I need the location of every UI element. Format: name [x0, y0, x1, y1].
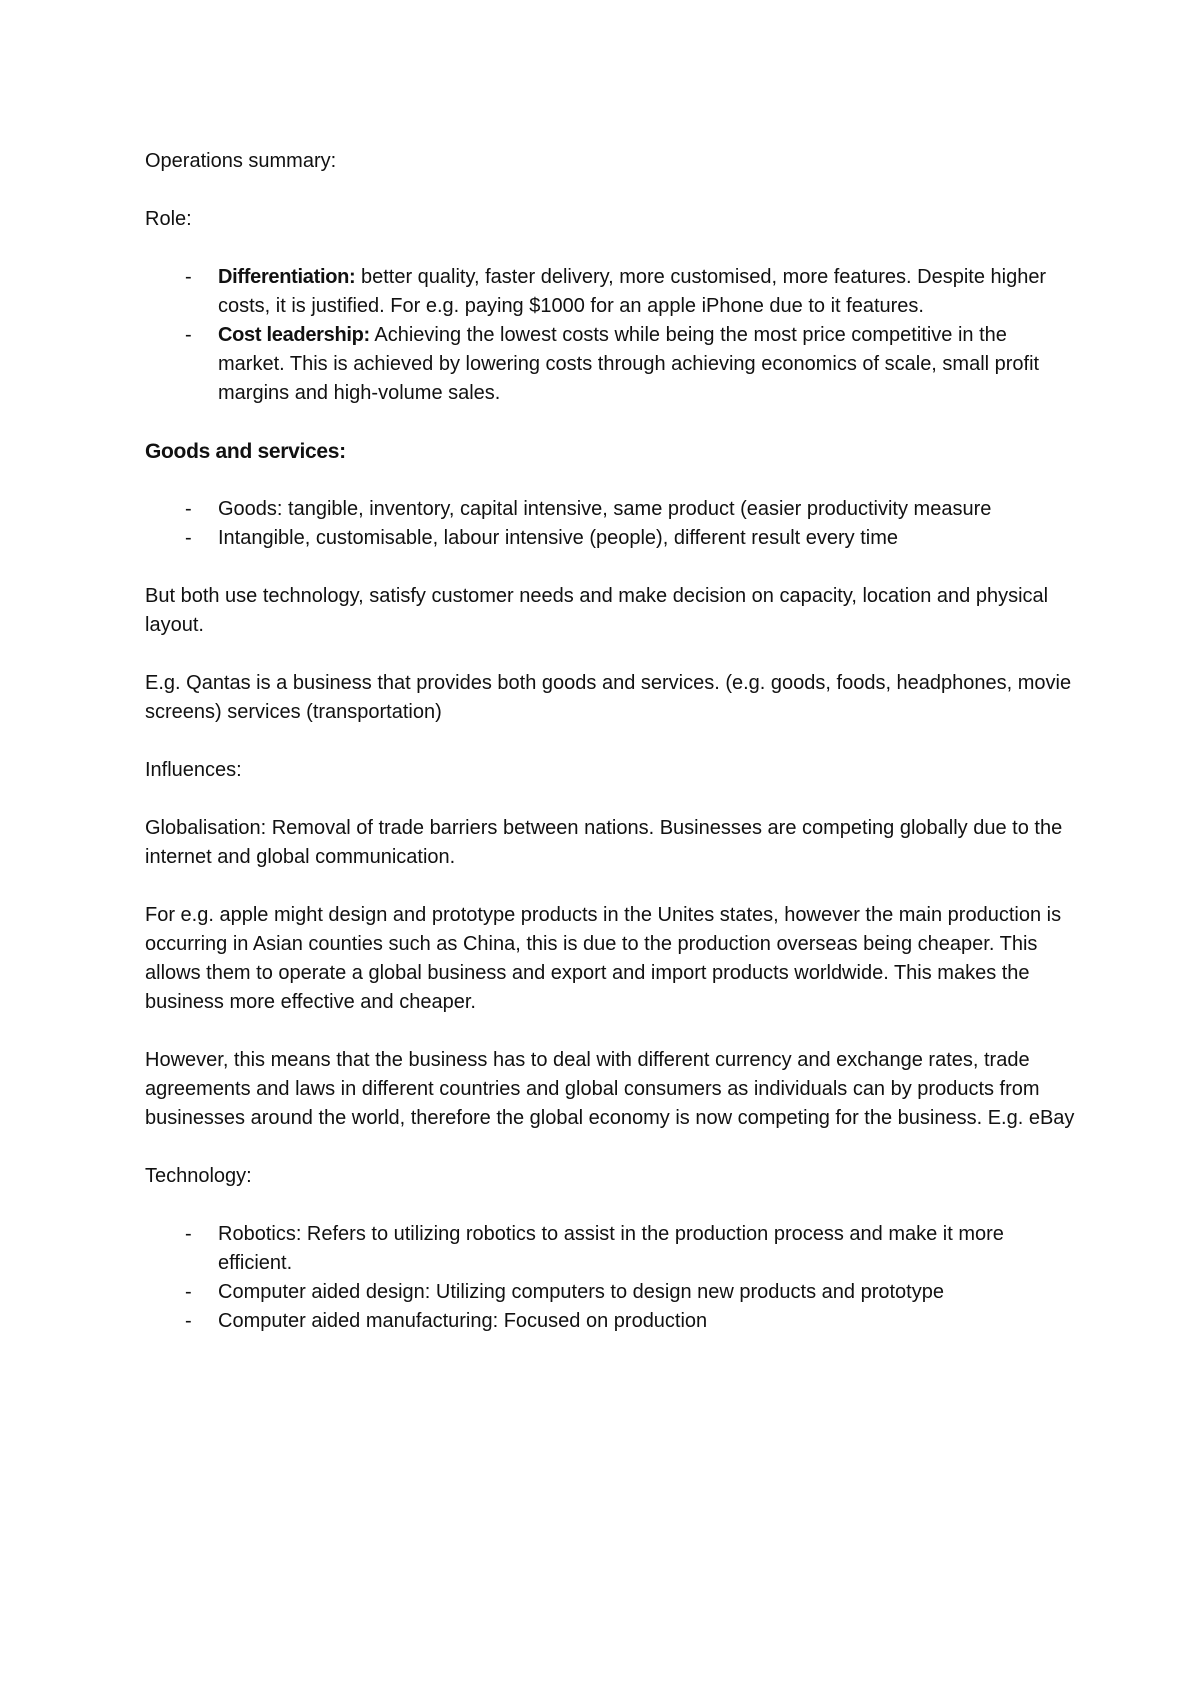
document-page [145, 147, 1075, 1336]
dash-bullet: - [185, 324, 192, 346]
list-item [145, 524, 1075, 553]
goods-services-paragraph: But both use technology, satisfy customer needs and make decision on capacity, location and physical layout. [145, 585, 1049, 636]
goods-services-list [145, 495, 1075, 553]
list-item-text: Goods: tangible, inventory, capital intensive, same product (easier productivity measure [218, 498, 992, 520]
list-item-text: Computer aided design: Utilizing computers to design new products and prototype [218, 1281, 944, 1303]
technology-list [145, 1220, 1075, 1336]
dash-bullet: - [185, 498, 192, 520]
term-cost-leadership: Cost leadership: [218, 324, 370, 346]
dash-bullet: - [185, 1310, 192, 1332]
list-item [145, 263, 1075, 321]
term-description: Achieving the lowest costs while being the most price competitive in the market. This is achieved by lowering costs through achieving economics of scale, small profit margins and high-volume sales. [218, 324, 1040, 404]
list-item [145, 321, 1075, 408]
list-item-text: Computer aided manufacturing: Focused on production [218, 1310, 708, 1332]
list-item [145, 1307, 1075, 1336]
technology-heading: Technology: [145, 1165, 252, 1187]
list-item-text: Robotics: Refers to utilizing robotics to assist in the production process and make it more efficient. [218, 1223, 1004, 1274]
term-description: better quality, faster delivery, more customised, more features. Despite higher costs, it is justified. For e.g. paying $1000 for an apple iPhone due to it features. [218, 266, 1047, 317]
dash-bullet: - [185, 1281, 192, 1303]
dash-bullet: - [185, 1223, 192, 1245]
list-item [145, 1220, 1075, 1278]
list-item [145, 1278, 1075, 1307]
qantas-example-paragraph: E.g. Qantas is a business that provides both goods and services. (e.g. goods, foods, headphones, movie screens) services (transportation) [145, 672, 1072, 723]
globalisation-paragraph: Globalisation: Removal of trade barriers between nations. Businesses are competing globally due to the internet and global communication. [145, 817, 1063, 868]
list-item [145, 495, 1075, 524]
dash-bullet: - [185, 266, 192, 288]
role-heading: Role: [145, 208, 192, 230]
goods-services-heading: Goods and services: [145, 440, 346, 463]
document-title: Operations summary: [145, 150, 337, 172]
globalisation-drawbacks-paragraph: However, this means that the business has to deal with different currency and exchange rates, trade agreements and laws in different countries and global consumers as individuals can by products from businesses around the world, therefore the global economy is now competing for the business. E.g. eBay [145, 1049, 1075, 1129]
term-differentiation: Differentiation: [218, 266, 356, 288]
list-item-text: Intangible, customisable, labour intensive (people), different result every time [218, 527, 898, 549]
dash-bullet: - [185, 527, 192, 549]
influences-heading: Influences: [145, 759, 242, 781]
apple-example-paragraph: For e.g. apple might design and prototype products in the Unites states, however the main production is occurring in Asian counties such as China, this is due to the production overseas being cheaper. This allows them to operate a global business and export and import products worldwide. This makes the business more effective and cheaper. [145, 904, 1062, 1013]
role-list [145, 263, 1075, 408]
